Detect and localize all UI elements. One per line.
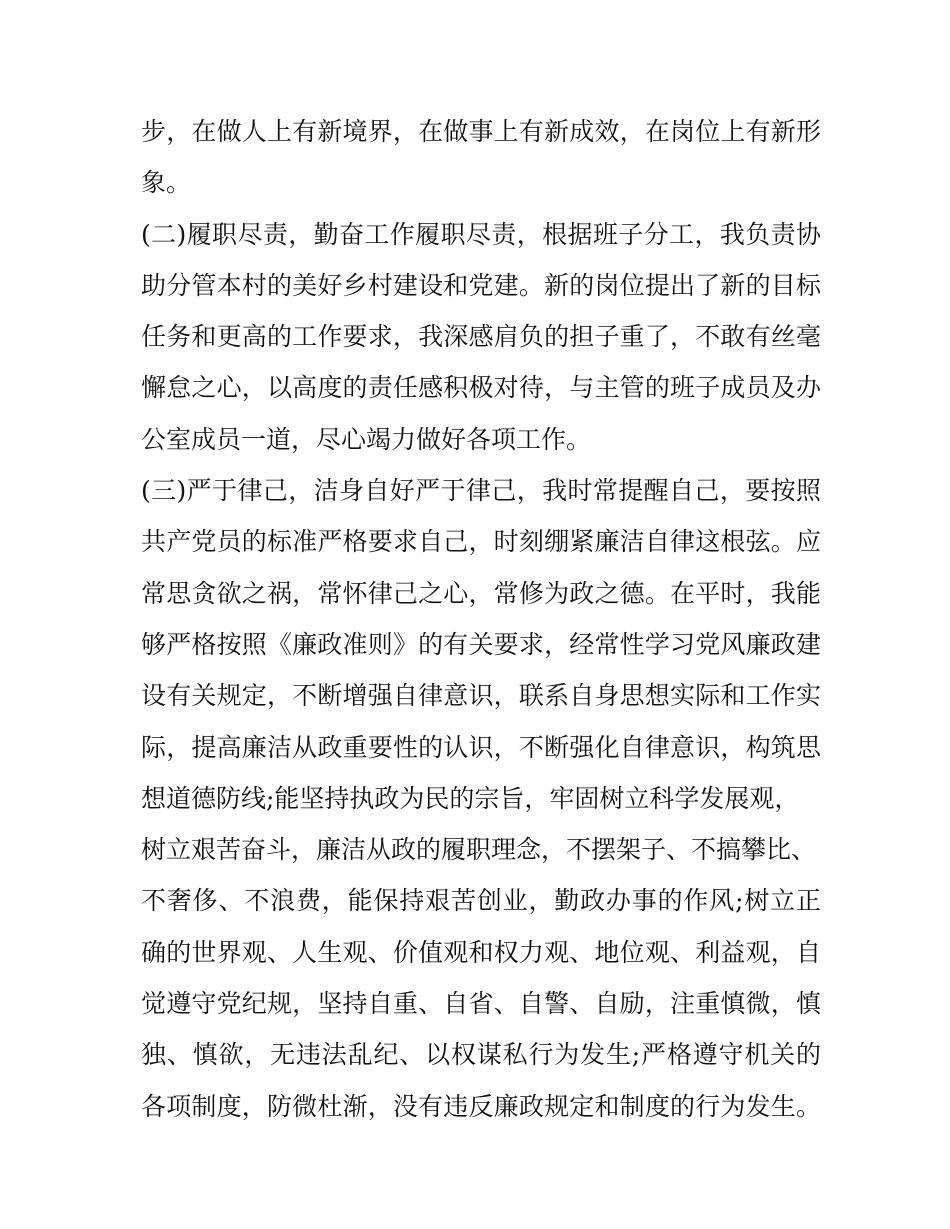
- text-line-5: 任务和更高的工作要求，我深感肩负的担子重了，不敢有丝毫: [141, 322, 821, 352]
- text-line-20: 各项制度，防微杜渐，没有违反廉政规定和制度的行为发生。: [141, 1091, 821, 1121]
- text-line-6: 懈怠之心，以高度的责任感积极对待，与主管的班子成员及办: [141, 373, 821, 403]
- text-line-2: 象。: [141, 168, 192, 198]
- body-text: [141, 106, 821, 1132]
- text-line-7: 公室成员一道，尽心竭力做好各项工作。: [141, 424, 592, 454]
- text-line-8: (三)严于律己，洁身自好严于律己，我时常提醒自己，要按照: [141, 476, 821, 506]
- text-line-10: 常思贪欲之祸，常怀律己之心，常修为政之德。在平时，我能: [141, 578, 821, 608]
- text-line-18: 觉遵守党纪规，坚持自重、自省、自警、自励，注重慎微，慎: [141, 989, 821, 1019]
- text-line-17: 确的世界观、人生观、价值观和权力观、地位观、利益观，自: [141, 937, 821, 967]
- text-line-1: 步，在做人上有新境界，在做事上有新成效，在岗位上有新形: [141, 117, 821, 146]
- text-line-4: 助分管本村的美好乡村建设和党建。新的岗位提出了新的目标: [141, 270, 821, 300]
- text-line-16: 不奢侈、不浪费，能保持艰苦创业，勤政办事的作风;树立正: [141, 886, 821, 916]
- text-line-15: 树立艰苦奋斗，廉洁从政的履职理念，不摆架子、不搞攀比、: [141, 835, 817, 865]
- text-line-14: 想道德防线;能坚持执政为民的宗旨，牢固树立科学发展观，: [141, 783, 800, 813]
- text-line-12: 设有关规定，不断增强自律意识，联系自身思想实际和工作实: [141, 681, 821, 711]
- text-line-3: (二)履职尽责，勤奋工作履职尽责，根据班子分工，我负责协: [141, 219, 821, 249]
- text-line-11: 够严格按照《廉政准则》的有关要求，经常性学习党风廉政建: [141, 629, 821, 659]
- text-line-19: 独、慎欲，无违法乱纪、以权谋私行为发生;严格遵守机关的: [141, 1040, 821, 1070]
- text-line-13: 际，提高廉洁从政重要性的认识，不断强化自律意识，构筑思: [141, 732, 821, 762]
- text-line-9: 共产党员的标准严格要求自己，时刻绷紧廉洁自律这根弦。应: [141, 527, 821, 557]
